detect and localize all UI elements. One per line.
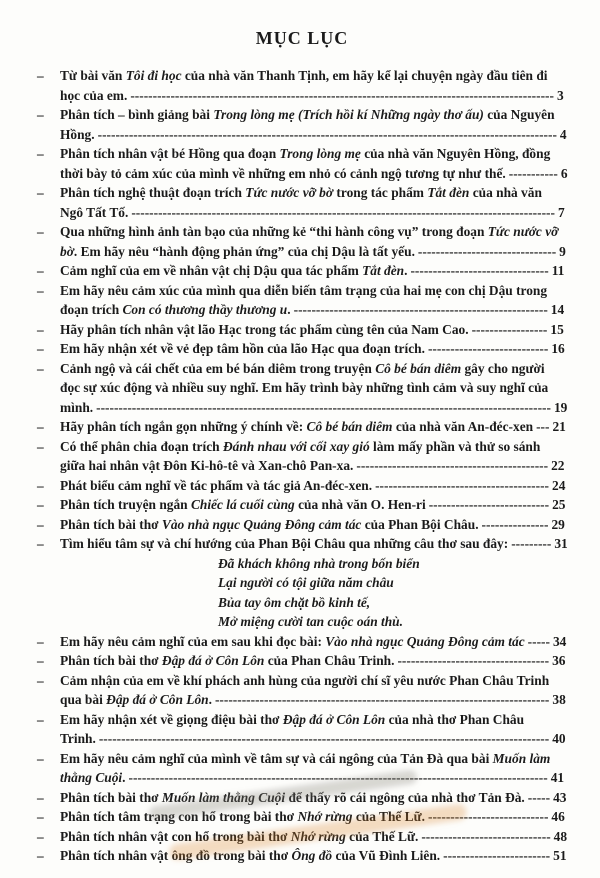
- page-number: 40: [552, 731, 566, 746]
- dot-leader: ---------------------------: [428, 497, 550, 512]
- page-number: 38: [552, 692, 566, 707]
- dot-leader: -----: [527, 789, 551, 805]
- toc-entry: [36, 261, 568, 281]
- toc-entry: [36, 417, 568, 437]
- entry-dash-marker: –: [37, 711, 44, 727]
- page-number: 4: [559, 126, 567, 142]
- dot-leader: -------------------------------: [410, 263, 549, 278]
- dot-leader: -----------: [508, 165, 558, 181]
- dot-leader: ----------------------------------: [397, 653, 550, 668]
- toc-entry: [36, 495, 568, 515]
- page-number: 21: [552, 419, 566, 434]
- dot-leader: ---------------: [481, 516, 549, 532]
- entry-dash-marker: –: [37, 828, 44, 844]
- entry-dash-marker: –: [37, 536, 44, 551]
- dot-leader: ---------------------------------------------------------: [293, 302, 548, 317]
- entry-dash-marker: –: [37, 477, 44, 493]
- toc-entry: [36, 476, 568, 496]
- dot-leader: -----------------------------------------------------------------------------------------------------: [98, 731, 550, 746]
- dot-leader: ---: [536, 419, 550, 434]
- entry-text: Phân tích nghệ thuật đoạn trích Tức nước vỡ bờ trong tác phẩm Tắt đèn của nhà văn Ngô Tất Tố.: [60, 185, 542, 220]
- dot-leader: -------------------------------: [417, 243, 557, 259]
- dot-leader: -------------------------------------------: [356, 458, 549, 473]
- entry-dash-marker: –: [37, 653, 44, 668]
- page-number: 29: [551, 516, 565, 532]
- page-number: 25: [552, 497, 566, 512]
- entry-text: Phân tích bài thơ Vào nhà ngục Quảng Đông cảm tác của Phan Bội Châu.: [60, 516, 479, 532]
- dot-leader: -----: [527, 633, 550, 649]
- dot-leader: -----------------------------: [421, 828, 551, 844]
- entry-dash-marker: –: [37, 750, 44, 766]
- entry-dash-marker: –: [37, 633, 44, 649]
- toc-entry: [36, 846, 568, 866]
- entry-text: Cảnh ngộ và cái chết của em bé bán diêm trong truyện Cô bé bán diêm gây cho người đọc sự xúc động và nhiều suy nghĩ. Em hãy trình bày những tình cảm và suy nghĩ của mình.: [60, 360, 549, 415]
- entry-dash-marker: –: [37, 224, 44, 239]
- toc-entry: [36, 807, 568, 827]
- page-number: 22: [551, 458, 565, 473]
- dot-leader: -----------------------------------------------------------------------------------------------: [131, 204, 555, 220]
- entry-text: Em hãy nêu cảm xúc của mình qua diễn biến tâm trạng của hai mẹ con chị Dậu trong đoạn trích Con có thương thầy thương u.: [60, 282, 548, 317]
- entry-dash-marker: –: [37, 360, 44, 376]
- page-number: 34: [552, 633, 567, 649]
- entry-text: Phân tích – bình giảng bài Trong lòng mẹ (Trích hồi kí Những ngày thơ ấu) của Nguyên Hồng.: [60, 107, 555, 142]
- entry-dash-marker: –: [37, 497, 44, 512]
- dot-leader: ------------------------------------------------------------------------------------------------------: [96, 399, 551, 415]
- entry-dash-marker: –: [37, 146, 44, 161]
- entry-dash-marker: –: [37, 789, 44, 805]
- page-number: 46: [551, 809, 565, 824]
- verse-line: Lại người có tội giữa năm châu: [218, 575, 394, 590]
- dot-leader: ---------------------------: [427, 341, 549, 356]
- toc-list: [36, 66, 568, 866]
- entry-dash-marker: –: [37, 107, 44, 122]
- toc-entry: [36, 66, 568, 105]
- toc-entry: [36, 534, 568, 554]
- toc-entry: [36, 144, 568, 183]
- page-number: 9: [559, 243, 566, 259]
- page-number: 24: [552, 477, 566, 493]
- entry-text: Em hãy nhận xét về vẻ đẹp tâm hồn của lão Hạc qua đoạn trích.: [60, 341, 425, 356]
- entry-text: Phân tích bài thơ Muốn làm thằng Cuội để thấy rõ cái ngông của nhà thơ Tản Đà.: [60, 789, 525, 805]
- entry-text: Phân tích nhân vật con hổ trong bài thơ Nhớ rừng của Thế Lữ.: [60, 828, 419, 844]
- page-number: 11: [551, 263, 565, 278]
- page-number: 3: [556, 87, 564, 103]
- dot-leader: ---------------------------------------------------------------------------: [214, 692, 550, 707]
- entry-dash-marker: –: [37, 185, 44, 200]
- toc-entry: [36, 339, 568, 359]
- toc-entry: [36, 710, 568, 749]
- page-number: 51: [553, 848, 567, 863]
- page-number: 7: [557, 204, 565, 220]
- entry-text: Cảm nghĩ của em về nhân vật chị Dậu qua tác phẩm Tắt đèn.: [60, 263, 408, 278]
- page-number: 6: [560, 165, 568, 181]
- dot-leader: -----------------------------------------------------------------------------------------------: [130, 87, 554, 103]
- entry-dash-marker: –: [37, 321, 44, 337]
- entry-text: Có thể phân chia đoạn trích Đánh nhau với cối xay gió làm mấy phần và thử so sánh giữa hai nhân vật Đôn Ki-hô-tê và Xan-chô Pan-xa.: [60, 438, 541, 473]
- toc-entry: [36, 359, 568, 418]
- toc-entry: [36, 788, 568, 808]
- dot-leader: -------------------------------------------------------------------------------------------------------: [97, 126, 557, 142]
- toc-entry: [36, 320, 568, 340]
- entry-text: Hãy phân tích nhân vật lão Hạc trong tác phẩm cùng tên của Nam Cao.: [60, 321, 469, 337]
- toc-entry: [36, 749, 568, 788]
- dot-leader: ------------------------: [443, 848, 551, 863]
- page-number: 43: [553, 789, 567, 805]
- page-number: 41: [550, 770, 565, 785]
- dot-leader: -----------------: [471, 321, 548, 337]
- verse-line: Bủa tay ôm chặt bồ kinh tế,: [218, 594, 371, 610]
- entry-text: Qua những hình ảnh tàn bạo của những kẻ “thi hành công vụ” trong đoạn Tức nước vỡ bờ. Em hãy nêu “hành động phản ứng” của chị Dậu là tất yếu.: [60, 224, 559, 259]
- entry-dash-marker: –: [37, 438, 44, 454]
- entry-text: Phân tích nhân vật ông đồ trong bài thơ Ông đồ của Vũ Đình Liên.: [60, 848, 441, 863]
- dot-leader: ---------------------------------------: [375, 477, 549, 493]
- entry-text: Em hãy nêu cảm nghĩ của em sau khi đọc bài: Vào nhà ngục Quảng Đông cảm tác: [60, 633, 525, 649]
- toc-entry: [36, 671, 568, 710]
- toc-entry: [36, 651, 568, 671]
- page-number: 36: [552, 653, 566, 668]
- page-number: 19: [553, 399, 568, 415]
- dot-leader: ----------------------------------------------------------------------------------------------: [128, 770, 548, 785]
- toc-entry: [36, 281, 568, 320]
- entry-text: Hãy phân tích ngắn gọn những ý chính về: Cô bé bán diêm của nhà văn An-đéc-xen: [60, 419, 534, 434]
- entry-dash-marker: –: [37, 282, 44, 298]
- toc-entry: [36, 632, 568, 652]
- toc-entry: [36, 183, 568, 222]
- entry-text: Phân tích tâm trạng con hổ trong bài thơ Nhớ rừng của Thế Lữ.: [60, 809, 425, 824]
- entry-dash-marker: –: [37, 419, 44, 434]
- dot-leader: ---------------------------: [428, 809, 549, 824]
- page-number: 31: [554, 536, 568, 551]
- entry-text: Phân tích bài thơ Đập đá ở Côn Lôn của Phan Châu Trinh.: [60, 653, 395, 668]
- entry-text: Tìm hiểu tâm sự và chí hướng của Phan Bội Châu qua những câu thơ sau đây:: [60, 536, 509, 551]
- page-number: 16: [551, 341, 565, 356]
- entry-dash-marker: –: [37, 809, 44, 824]
- entry-dash-marker: –: [37, 341, 44, 356]
- entry-dash-marker: –: [37, 516, 44, 532]
- entry-text: Phân tích nhân vật bé Hồng qua đoạn Trong lòng mẹ của nhà văn Nguyên Hồng, đồng thời bày tỏ cảm xúc của mình về những em nhỏ có cảnh ngộ tương tự như thế.: [60, 146, 551, 181]
- entry-text: Em hãy nhận xét về giọng điệu bài thơ Đập đá ở Côn Lôn của nhà thơ Phan Châu Trinh.: [60, 711, 525, 746]
- toc-entry: [36, 105, 568, 144]
- page-number: 14: [550, 302, 565, 317]
- entry-dash-marker: –: [37, 263, 44, 278]
- page-title: MỤC LỤC: [255, 28, 349, 48]
- toc-entry: [36, 827, 568, 847]
- entry-dash-marker: –: [37, 848, 44, 863]
- toc-entry: [36, 515, 568, 535]
- entry-dash-marker: –: [37, 68, 44, 83]
- verse-line: Đã khách không nhà trong bốn biển: [218, 555, 420, 571]
- toc-entry: [36, 222, 568, 261]
- entry-text: Từ bài văn Tôi đi học của nhà văn Thanh Tịnh, em hãy kể lại chuyện ngày đầu tiên đi học của em.: [60, 68, 548, 103]
- entry-text: Cảm nhận của em về khí phách anh hùng của người chí sĩ yêu nước Phan Châu Trinh qua bài Đập đá ở Côn Lôn.: [60, 672, 550, 707]
- entry-text: Em hãy nêu cảm nghĩ của mình về tâm sự và cái ngông của Tản Đà qua bài Muốn làm thằng Cuội.: [60, 750, 551, 785]
- entry-text: Phân tích truyện ngắn Chiếc lá cuối cùng của nhà văn O. Hen-ri: [60, 497, 426, 512]
- verse-block: [218, 554, 568, 632]
- dot-leader: ---------: [511, 536, 552, 551]
- toc-entry: [36, 437, 568, 476]
- entry-text: Phát biểu cảm nghĩ về tác phẩm và tác giả An-đéc-xen.: [60, 477, 373, 493]
- page-number: 48: [553, 828, 568, 844]
- entry-dash-marker: –: [37, 672, 44, 688]
- page-number: 15: [550, 321, 564, 337]
- verse-line: Mở miệng cười tan cuộc oán thù.: [218, 614, 403, 629]
